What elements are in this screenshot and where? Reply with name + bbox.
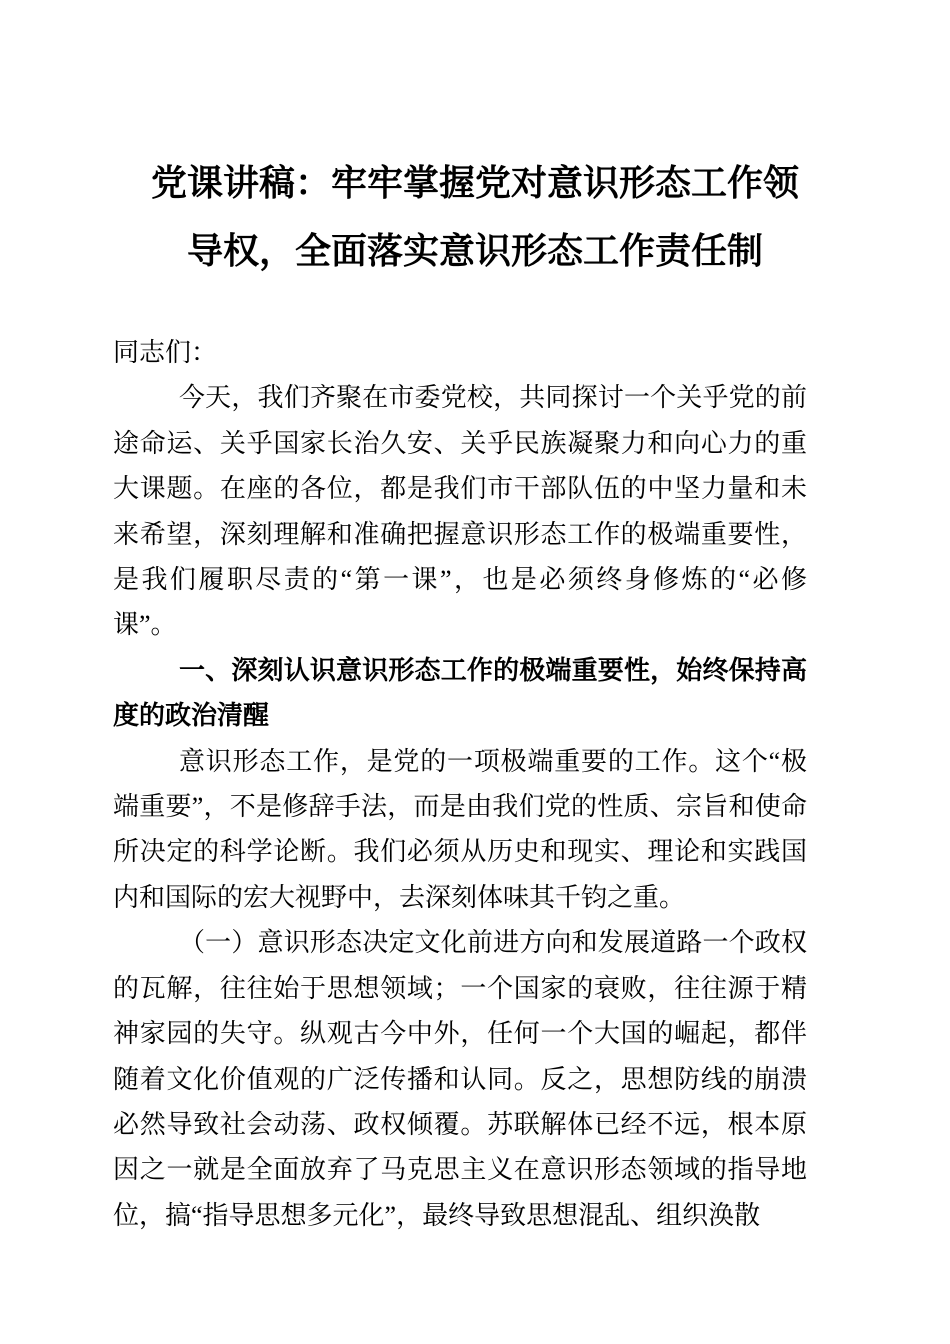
section-heading-1: 一、深刻认识意识形态工作的极端重要性，始终保持高度的政治清醒 <box>113 654 807 731</box>
salutation-line: 同志们： <box>113 338 218 367</box>
document-title: 党课讲稿：牢牢掌握党对意识形态工作领导权，全面落实意识形态工作责任制 <box>150 163 799 271</box>
paragraph-subsection-1: （一）意识形态决定文化前进方向和发展道路一个政权的瓦解，往往始于思想领域；一个国家的衰败，往往源于精神家园的失守。纵观古今中外，任何一个大国的崛起，都伴随着文化价值观的广泛传播和认同。反之，思想防线的崩溃必然导致社会动荡、政权倾覆。苏联解体已经不远，根本原因之一就是全面放弃了马克思主义在意识形态领域的指导地位，搞“指导思想多元化”，最终导致思想混乱、组织涣散 <box>113 928 807 1230</box>
paragraph-opening: 今天，我们齐聚在市委党校，共同探讨一个关乎党的前途命运、关乎国家长治久安、关乎民族凝聚力和向心力的重大课题。在座的各位，都是我们市干部队伍的中坚力量和未来希望，深刻理解和准确把握意识形态工作的极端重要性，是我们履职尽责的“第一课”，也是必须终身修炼的“必修课”。 <box>113 383 807 640</box>
document-body <box>113 330 807 1238</box>
paragraph-ideology-importance: 意识形态工作，是党的一项极端重要的工作。这个“极端重要”，不是修辞手法，而是由我们党的性质、宗旨和使命所决定的科学论断。我们必须从历史和现实、理论和实践国内和国际的宏大视野中，去深刻体味其千钧之重。 <box>113 746 807 912</box>
